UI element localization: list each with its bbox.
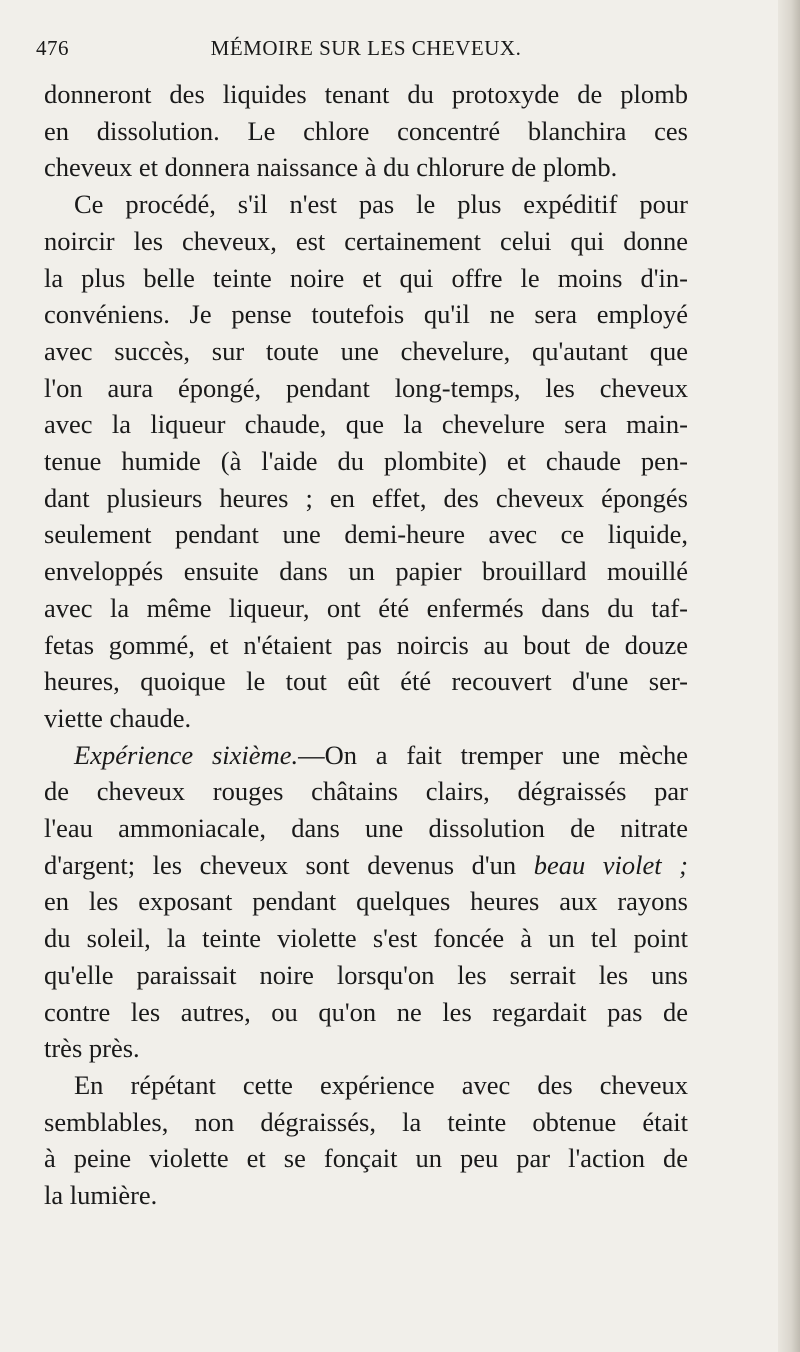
experiment-heading: Expérience sixième. — [74, 739, 299, 770]
text-line: Ce procédé, s'il n'est pas le plus expéditif pour — [74, 189, 688, 220]
text-line: convéniens. Je pense toutefois qu'il ne sera employé — [44, 299, 688, 330]
text-line: du soleil, la teinte violette s'est foncée à un tel point — [44, 923, 688, 954]
text-line — [44, 847, 688, 884]
text-line: seulement pendant une demi-heure avec ce liquide, — [44, 519, 688, 550]
text-line: en les exposant pendant quelques heures aux rayons — [44, 886, 688, 917]
text-line: l'eau ammoniacale, dans une dissolution de nitrate — [44, 813, 688, 844]
text-line: viette chaude. — [44, 702, 192, 733]
text-line: de cheveux rouges châtains clairs, dégraissés par — [44, 776, 688, 807]
text-line: très près. — [44, 1033, 140, 1064]
text-line: la lumière. — [44, 1180, 158, 1211]
text-line: avec la même liqueur, ont été enfermés dans du taf- — [44, 592, 688, 623]
italic-phrase: beau violet ; — [533, 849, 689, 880]
paragraph-1 — [44, 76, 688, 186]
text-line: En répétant cette expérience avec des cheveux — [74, 1069, 688, 1100]
text-line — [44, 737, 688, 774]
text-line: avec la liqueur chaude, que la chevelure sera main- — [44, 409, 688, 440]
running-title: MÉMOIRE SUR LES CHEVEUX. — [210, 36, 522, 60]
page-edge-shadow — [778, 0, 800, 1352]
paragraph-2 — [44, 186, 688, 737]
running-head — [36, 36, 688, 76]
book-page — [36, 36, 689, 1214]
text-line: cheveux et donnera naissance à du chlorure de plomb. — [44, 152, 618, 183]
text-fragment: —On a fait tremper une mèche — [298, 739, 688, 770]
text-line: tenue humide (à l'aide du plombite) et chaude pen- — [44, 446, 688, 477]
text-line: noircir les cheveux, est certainement celui qui donne — [44, 225, 688, 256]
text-line: avec succès, sur toute une chevelure, qu'autant que — [44, 335, 688, 366]
text-line: heures, quoique le tout eût été recouvert d'une ser- — [44, 666, 688, 697]
text-line: l'on aura épongé, pendant long-temps, les cheveux — [44, 372, 688, 403]
text-line: en dissolution. Le chlore concentré blanchira ces — [44, 115, 688, 146]
text-line: la plus belle teinte noire et qui offre le moins d'in- — [44, 262, 688, 293]
paragraph-3 — [44, 737, 688, 1067]
text-line: donneront des liquides tenant du protoxyde de plomb — [44, 79, 688, 109]
paragraph-4 — [44, 1067, 688, 1214]
text-line: enveloppés ensuite dans un papier brouillard mouillé — [44, 556, 688, 587]
text-line: à peine violette et se fonçait un peu par l'action de — [44, 1143, 688, 1174]
page-number: 476 — [36, 36, 69, 60]
text-line: qu'elle paraissait noire lorsqu'on les serrait les uns — [44, 959, 688, 990]
text-line: dant plusieurs heures ; en effet, des cheveux épongés — [44, 482, 688, 513]
text-fragment: d'argent; les cheveux sont devenus d'un — [44, 849, 517, 880]
text-line: semblables, non dégraissés, la teinte obtenue était — [44, 1106, 688, 1137]
text-line: fetas gommé, et n'étaient pas noircis au bout de douze — [44, 629, 688, 660]
text-line: contre les autres, ou qu'on ne les regardait pas de — [44, 996, 688, 1027]
